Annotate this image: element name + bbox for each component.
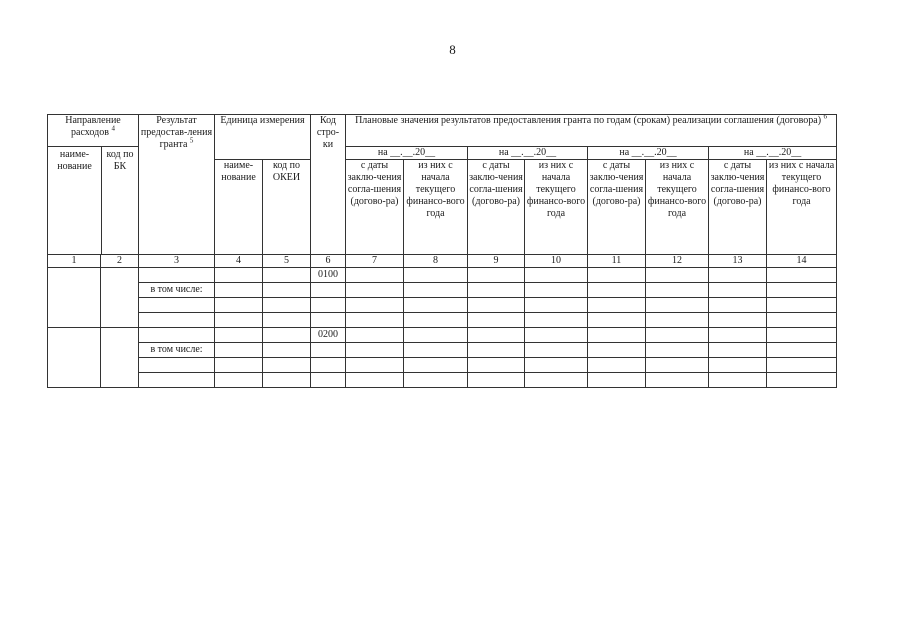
column-number: 7 (346, 255, 404, 268)
unit-okei-cell (263, 268, 311, 283)
value-cell (468, 328, 525, 343)
value-cell (404, 313, 468, 328)
header-line-code: Код стро-ки (311, 115, 346, 255)
header-col-from-fy: из них с начала текущего финансо-вого года (646, 160, 709, 255)
value-cell (346, 328, 404, 343)
value-cell (588, 313, 646, 328)
value-cell (525, 268, 588, 283)
unit-name-cell (215, 328, 263, 343)
unit-okei-cell (263, 298, 311, 313)
line-code-cell (311, 373, 346, 388)
value-cell (468, 373, 525, 388)
value-cell (525, 358, 588, 373)
value-cell (709, 328, 767, 343)
column-number: 10 (525, 255, 588, 268)
value-cell (646, 343, 709, 358)
value-cell (404, 343, 468, 358)
value-cell (709, 283, 767, 298)
value-cell (767, 298, 837, 313)
header-col-from-agreement: с даты заклю-чения согла-шения (догово-ра) (709, 160, 767, 255)
value-cell (767, 343, 837, 358)
line-code-cell (311, 313, 346, 328)
value-cell (767, 373, 837, 388)
header-col-from-fy: из них с начала текущего финансо-вого года (525, 160, 588, 255)
line-code-cell (311, 283, 346, 298)
header-year-2: на __.__.20__ (468, 147, 588, 160)
value-cell (346, 313, 404, 328)
column-number: 11 (588, 255, 646, 268)
value-cell (709, 313, 767, 328)
value-cell (404, 358, 468, 373)
unit-name-cell (215, 313, 263, 328)
column-number: 13 (709, 255, 767, 268)
value-cell (767, 313, 837, 328)
page-number: 8 (449, 42, 456, 57)
result-cell (139, 328, 215, 343)
line-code-cell (311, 298, 346, 313)
value-cell (404, 283, 468, 298)
header-col-from-fy: из них с начала текущего финансо-вого года (767, 160, 837, 255)
header-unit-name: наиме-нование (215, 160, 263, 255)
unit-name-cell (215, 358, 263, 373)
line-code-cell (311, 343, 346, 358)
value-cell (525, 328, 588, 343)
value-cell (588, 283, 646, 298)
value-cell (767, 328, 837, 343)
including-label: в том числе: (139, 343, 215, 358)
header-direction-bk: код по БК (106, 149, 134, 172)
value-cell (468, 358, 525, 373)
unit-okei-cell (263, 358, 311, 373)
value-cell (468, 298, 525, 313)
table-row (48, 343, 837, 358)
line-code-cell: 0200 (311, 328, 346, 343)
line-code-cell: 0100 (311, 268, 346, 283)
value-cell (709, 373, 767, 388)
value-cell (646, 373, 709, 388)
result-cell (139, 373, 215, 388)
unit-name-cell (215, 343, 263, 358)
header-planned-values: Плановые значения результатов предоставления гранта по годам (срокам) реализации соглашения (договора) $^6$ (346, 115, 837, 147)
value-cell (468, 313, 525, 328)
header-direction-name: наиме-нование (48, 147, 102, 254)
unit-name-cell (215, 268, 263, 283)
value-cell (404, 328, 468, 343)
value-cell (404, 373, 468, 388)
result-cell (139, 268, 215, 283)
column-number: 9 (468, 255, 525, 268)
value-cell (588, 343, 646, 358)
unit-okei-cell (263, 328, 311, 343)
header-col-from-fy: из них с начала текущего финансо-вого года (404, 160, 468, 255)
grant-results-table (47, 114, 837, 388)
result-cell (139, 358, 215, 373)
unit-okei-cell (263, 373, 311, 388)
column-number: 6 (311, 255, 346, 268)
value-cell (346, 283, 404, 298)
header-direction: Направление расходов $^4$ (48, 115, 139, 147)
header-year-3: на __.__.20__ (588, 147, 709, 160)
result-cell (139, 313, 215, 328)
header-result: Результат предостав-ления гранта $^5$ (139, 115, 215, 255)
value-cell (588, 373, 646, 388)
column-number: 4 (215, 255, 263, 268)
column-numbers-row (48, 255, 837, 268)
table-row (48, 358, 837, 373)
unit-okei-cell (263, 343, 311, 358)
value-cell (646, 298, 709, 313)
value-cell (767, 283, 837, 298)
value-cell (646, 283, 709, 298)
value-cell (346, 268, 404, 283)
value-cell (468, 268, 525, 283)
value-cell (468, 343, 525, 358)
value-cell (709, 268, 767, 283)
value-cell (767, 268, 837, 283)
header-unit-okei: код по ОКЕИ (263, 160, 311, 255)
column-number: 12 (646, 255, 709, 268)
value-cell (709, 343, 767, 358)
column-number: 5 (263, 255, 311, 268)
value-cell (525, 343, 588, 358)
header-col-from-agreement: с даты заклю-чения согла-шения (догово-ра) (588, 160, 646, 255)
value-cell (767, 358, 837, 373)
value-cell (346, 358, 404, 373)
table-row (48, 373, 837, 388)
header-direction-sub (48, 147, 139, 255)
value-cell (588, 268, 646, 283)
value-cell (588, 358, 646, 373)
unit-name-cell (215, 298, 263, 313)
including-label: в том числе: (139, 283, 215, 298)
value-cell (709, 298, 767, 313)
unit-name-cell (215, 283, 263, 298)
table-row (48, 268, 837, 283)
unit-okei-cell (263, 283, 311, 298)
header-col-from-agreement: с даты заклю-чения согла-шения (догово-ра) (468, 160, 525, 255)
column-number: 14 (767, 255, 837, 268)
direction-name-cell (48, 328, 101, 388)
value-cell (525, 283, 588, 298)
unit-okei-cell (263, 313, 311, 328)
column-number: 2 (101, 255, 139, 268)
value-cell (525, 313, 588, 328)
value-cell (468, 283, 525, 298)
table-row (48, 298, 837, 313)
line-code-cell (311, 358, 346, 373)
column-number: 8 (404, 255, 468, 268)
value-cell (525, 298, 588, 313)
column-number: 1 (48, 255, 101, 268)
header-year-1: на __.__.20__ (346, 147, 468, 160)
table-row (48, 313, 837, 328)
value-cell (709, 358, 767, 373)
direction-bk-cell (101, 328, 139, 388)
result-cell (139, 298, 215, 313)
value-cell (346, 373, 404, 388)
value-cell (646, 328, 709, 343)
value-cell (346, 298, 404, 313)
header-unit: Единица измерения (215, 115, 311, 160)
value-cell (346, 343, 404, 358)
value-cell (525, 373, 588, 388)
value-cell (646, 358, 709, 373)
table-row (48, 328, 837, 343)
value-cell (588, 328, 646, 343)
direction-name-cell (48, 268, 101, 328)
value-cell (588, 298, 646, 313)
header-col-from-agreement: с даты заклю-чения согла-шения (догово-ра) (346, 160, 404, 255)
value-cell (646, 268, 709, 283)
direction-bk-cell (101, 268, 139, 328)
value-cell (646, 313, 709, 328)
unit-name-cell (215, 373, 263, 388)
value-cell (404, 298, 468, 313)
header-year-4: на __.__.20__ (709, 147, 837, 160)
column-number: 3 (139, 255, 215, 268)
value-cell (404, 268, 468, 283)
table-row (48, 283, 837, 298)
